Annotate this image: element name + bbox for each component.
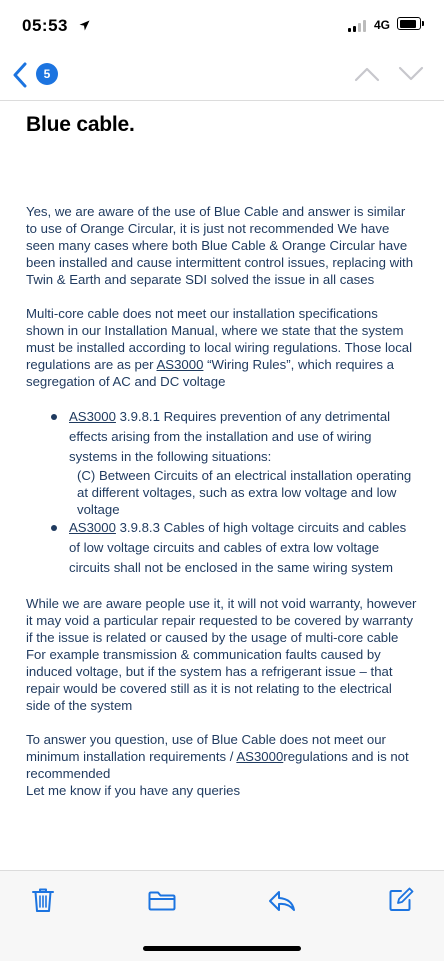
as3000-link[interactable]: AS3000 [69, 409, 116, 424]
bullet-sub-item: (C) Between Circuits of an electrical installation operating at different voltages, such as extra low voltage and low voltage [77, 468, 412, 517]
email-subject: Blue cable. [26, 113, 135, 136]
as3000-link[interactable]: AS3000 [156, 357, 204, 372]
back-chevron-icon[interactable] [12, 62, 28, 88]
battery-icon [397, 17, 421, 30]
paragraph-text: “Wiring Rules”, which requires a segregation of AC and DC voltage [26, 357, 394, 389]
network-type: 4G [374, 18, 391, 32]
list-item [26, 407, 418, 518]
paragraph-text: While we are aware people use it, it will not void warranty, however it may void a particular repair requested to be covered by warranty if the issue is related or caused by the usage of multi-core cable [26, 596, 417, 645]
email-body [26, 203, 418, 799]
location-arrow-icon [79, 20, 90, 31]
body-paragraph-3 [26, 595, 418, 714]
trash-icon[interactable] [32, 887, 54, 913]
bullet-icon [51, 414, 57, 420]
body-paragraph-1: Yes, we are aware of the use of Blue Cable and answer is similar to use of Orange Circular, it is just not recommended We have seen many cases where both Blue Cable & Orange Circular have been installed and cause intermittent control issues, replacing with Twin & Earth and separate SDI solved the issue in all cases [26, 204, 414, 287]
bullet-text: 3.9.8.1 Requires prevention of any detrimental effects arising from the installation and use of wiring systems in the following situations: [69, 409, 391, 464]
paragraph-text: regulations and is not recommended [26, 749, 409, 781]
status-bar [0, 0, 444, 50]
chevron-down-icon[interactable] [398, 66, 424, 82]
body-paragraph-2 [26, 305, 418, 390]
signal-strength-icon [348, 20, 370, 32]
status-time: 05:53 [22, 16, 68, 35]
body-paragraph-4 [26, 731, 418, 799]
paragraph-text: For example transmission & communication faults caused by induced voltage, but if the system has a refrigerant issue – that repair would be covered still as it is not relating to the electrical side of the system [26, 647, 393, 713]
reply-icon[interactable] [268, 889, 296, 913]
paragraph-text: To answer you question, use of Blue Cable does not meet our minimum installation requirements / [26, 732, 386, 764]
home-indicator[interactable] [143, 946, 301, 951]
as3000-link[interactable]: AS3000 [236, 749, 284, 764]
mail-toolbar [0, 870, 444, 961]
back-unread-badge[interactable]: 5 [36, 63, 58, 85]
paragraph-text: Multi-core cable does not meet our installation specifications shown in our Installation Manual, where we state that the system must be installed according to local wiring regulations. Those local regulations are as per [26, 306, 413, 372]
bullet-text: 3.9.8.3 Cables of high voltage circuits and cables of low voltage circuits and cables of extra low voltage circuits shall not be enclosed in the same wiring system [69, 520, 407, 575]
paragraph-text: Let me know if you have any queries [26, 783, 241, 798]
regulation-list [26, 407, 418, 578]
compose-icon[interactable] [388, 887, 414, 913]
folder-icon[interactable] [148, 891, 176, 911]
bullet-icon [51, 525, 57, 531]
email-content [26, 110, 418, 816]
chevron-up-icon[interactable] [354, 66, 380, 82]
as3000-link[interactable]: AS3000 [69, 520, 116, 535]
list-item [26, 518, 418, 578]
